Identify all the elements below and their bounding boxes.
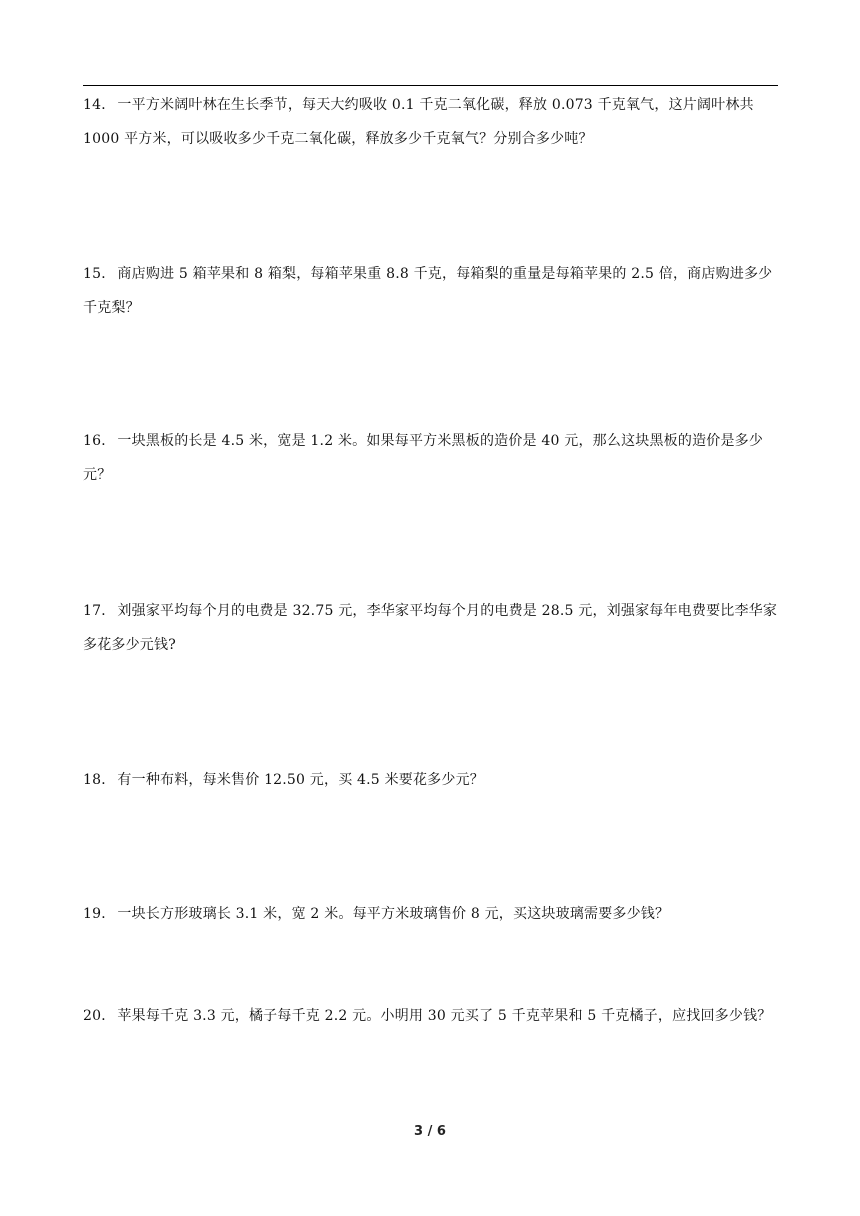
question-number: 18． — [83, 772, 116, 788]
question-17 — [83, 594, 779, 662]
question-text: 刘强家平均每个月的电费是 32.75 元，李华家平均每个月的电费是 28.5 元，刘强家每年电费要比李华家多花多少元钱? — [83, 603, 778, 653]
page-number: 3 / 6 — [414, 1124, 446, 1139]
question-number: 19． — [83, 906, 116, 922]
question-number: 14． — [83, 97, 116, 113]
question-number: 16． — [83, 433, 116, 449]
question-text: 一块长方形玻璃长 3.1 米，宽 2 米。每平方米玻璃售价 8 元，买这块玻璃需要多少钱？ — [117, 906, 670, 922]
question-text: 一块黑板的长是 4.5 米，宽是 1.2 米。如果每平方米黑板的造价是 40 元，那么这块黑板的造价是多少元？ — [83, 433, 764, 483]
question-number: 15． — [83, 266, 116, 282]
question-14 — [83, 88, 779, 156]
question-text: 商店购进 5 箱苹果和 8 箱梨，每箱苹果重 8.8 千克，每箱梨的重量是每箱苹果的 2.5 倍，商店购进多少千克梨？ — [83, 266, 773, 316]
question-19 — [83, 897, 779, 931]
question-number: 20． — [83, 1008, 116, 1024]
question-number: 17． — [83, 603, 116, 619]
question-20 — [83, 999, 779, 1033]
question-15 — [83, 257, 779, 325]
question-18 — [83, 763, 779, 797]
header-rule — [83, 85, 778, 86]
question-text: 有一种布料，每米售价 12.50 元，买 4.5 米要花多少元？ — [117, 772, 484, 788]
question-16 — [83, 424, 779, 492]
question-text: 苹果每千克 3.3 元，橘子每千克 2.2 元。小明用 30 元买了 5 千克苹果和 5 千克橘子，应找回多少钱？ — [117, 1008, 772, 1024]
question-text: 一平方米阔叶林在生长季节，每天大约吸收 0.1 千克二氧化碳，释放 0.073 千克氧气，这片阔叶林共 1000 平方米，可以吸收多少千克二氧化碳，释放多少千克氧气？分别合多少吨？ — [83, 97, 754, 147]
